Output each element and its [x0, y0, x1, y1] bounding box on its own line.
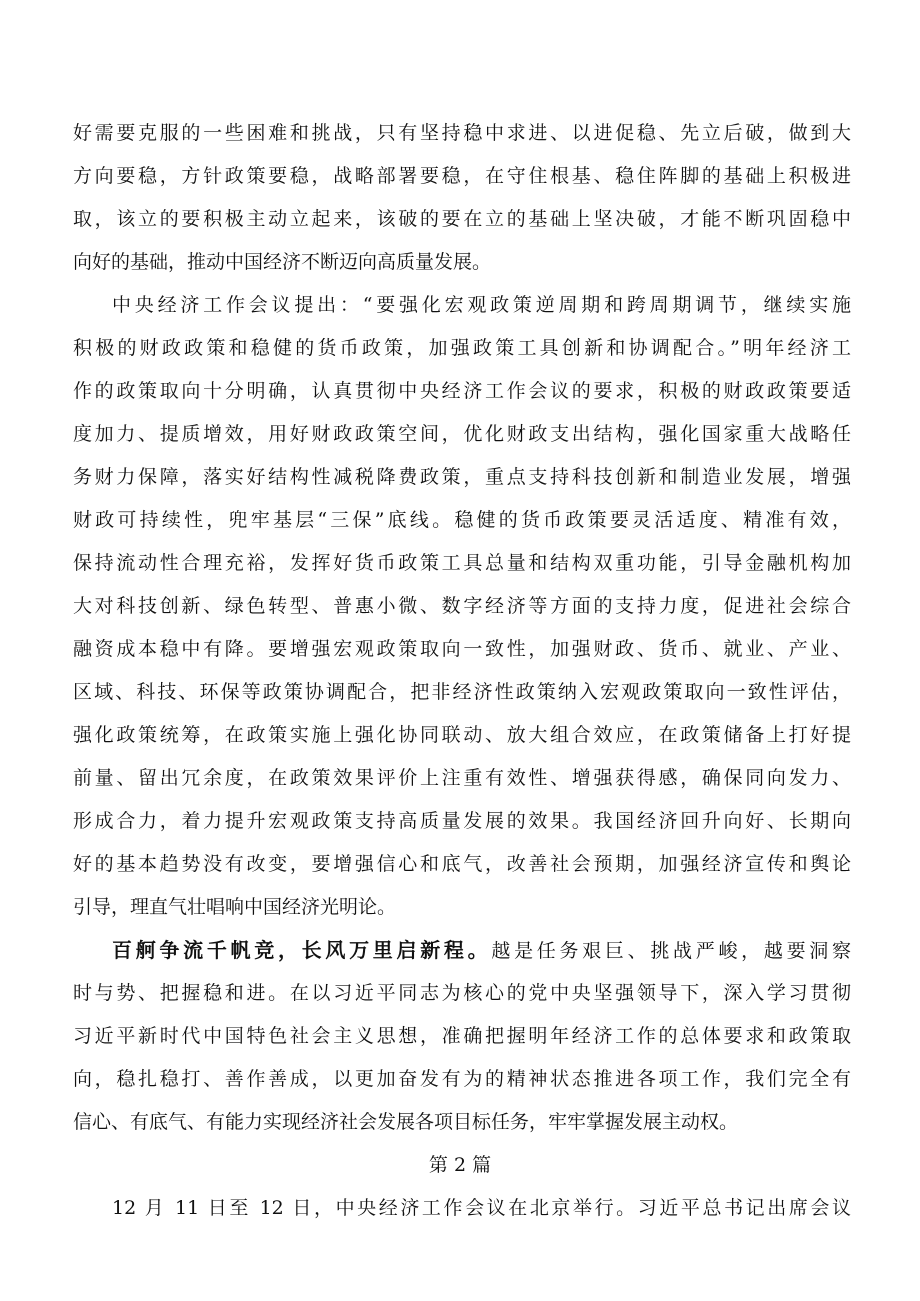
section-heading: 第 2 篇 — [428, 1154, 492, 1176]
paragraph-line: 方向要稳，方针政策要稳，战略部署要稳，在守住根基、稳住阵脚的基础上积极进 — [73, 165, 851, 187]
paragraph-line: 区域、科技、环保等政策协调配合，把非经济性政策纳入宏观政策取向一致性评估， — [73, 681, 851, 703]
paragraph-line: 12 月 11 日至 12 日，中央经济工作会议在北京举行。习近平总书记出席会议 — [112, 1197, 851, 1219]
paragraph-line: 融资成本稳中有降。要增强宏观政策取向一致性，加强财政、货币、就业、产业、 — [73, 638, 851, 660]
paragraph-first-line — [112, 938, 851, 962]
paragraph-line: 中央经济工作会议提出：“要强化宏观政策逆周期和跨周期调节，继续实施 — [112, 294, 851, 316]
paragraph-line: 好的基本趋势没有改变，要增强信心和底气，改善社会预期，加强经济宣传和舆论 — [73, 853, 851, 875]
paragraph-line: 信心、有底气、有能力实现经济社会发展各项目标任务，牢牢掌握发展主动权。 — [73, 1111, 739, 1133]
paragraph-line: 前量、留出冗余度，在政策效果评价上注重有效性、增强获得感，确保同向发力、 — [73, 767, 851, 789]
paragraph-line: 强化政策统筹，在政策实施上强化协同联动、放大组合效应，在政策储备上打好提 — [73, 724, 851, 746]
paragraph-line: 积极的财政政策和稳健的货币政策，加强政策工具创新和协调配合。”明年经济工 — [73, 337, 851, 359]
paragraph-line: 向好的基础，推动中国经济不断迈向高质量发展。 — [73, 251, 492, 273]
paragraph-line: 引导，理直气壮唱响中国经济光明论。 — [73, 896, 397, 918]
paragraph-line: 取，该立的要积极主动立起来，该破的要在立的基础上坚决破，才能不断巩固稳中 — [73, 208, 851, 230]
paragraph-line: 向，稳扎稳打、善作善成，以更加奋发有为的精神状态推进各项工作，我们完全有 — [73, 1068, 851, 1090]
paragraph-line: 大对科技创新、绿色转型、普惠小微、数字经济等方面的支持力度，促进社会综合 — [73, 595, 851, 617]
bold-lead-sentence: 百舸争流千帆竞，长风万里启新程。 — [112, 938, 492, 962]
paragraph-line: 形成合力，着力提升宏观政策支持高质量发展的效果。我国经济回升向好、长期向 — [73, 810, 851, 832]
paragraph-line: 保持流动性合理充裕，发挥好货币政策工具总量和结构双重功能，引导金融机构加 — [73, 552, 851, 574]
paragraph-line: 习近平新时代中国特色社会主义思想，准确把握明年经济工作的总体要求和政策取 — [73, 1025, 851, 1047]
paragraph-line: 度加力、提质增效，用好财政政策空间，优化财政支出结构，强化国家重大战略任 — [73, 423, 851, 445]
paragraph-line: 务财力保障，落实好结构性减税降费政策，重点支持科技创新和制造业发展，增强 — [73, 466, 851, 488]
paragraph-line: 时与势、把握稳和进。在以习近平同志为核心的党中央坚强领导下，深入学习贯彻 — [73, 982, 851, 1004]
paragraph-line: 财政可持续性，兜牢基层“三保”底线。稳健的货币政策要灵活适度、精准有效， — [73, 509, 851, 531]
paragraph-line: 作的政策取向十分明确，认真贯彻中央经济工作会议的要求，积极的财政政策要适 — [73, 380, 851, 402]
paragraph-text: 越是任务艰巨、挑战严峻，越要洞察 — [491, 940, 851, 962]
paragraph-line: 好需要克服的一些困难和挑战，只有坚持稳中求进、以进促稳、先立后破，做到大 — [73, 122, 851, 144]
